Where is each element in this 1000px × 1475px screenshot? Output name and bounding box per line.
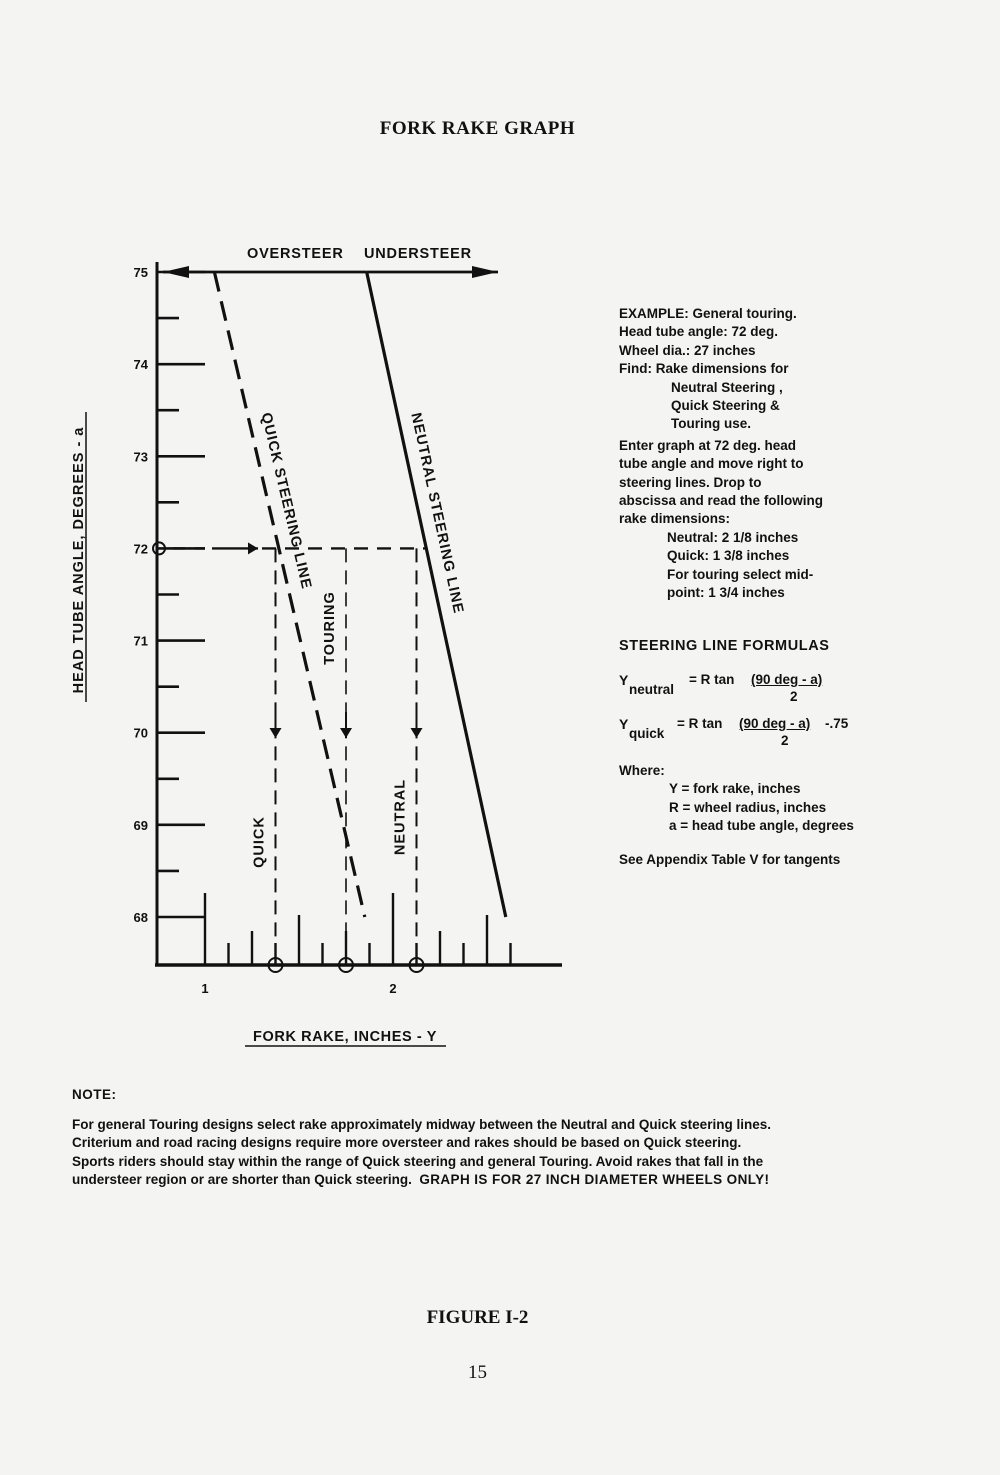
- formula-eq: = R tan: [677, 716, 723, 731]
- formula-y: Y: [619, 716, 629, 732]
- drop-label-quick: QUICK: [251, 816, 268, 868]
- x-tick-label: 2: [389, 981, 397, 996]
- y-tick-label: 71: [133, 633, 148, 649]
- formulas-panel: [619, 638, 949, 867]
- result-line: point: 1 3/4 inches: [667, 585, 785, 601]
- understeer-label: UNDERSTEER: [364, 246, 472, 262]
- where-item: Y = fork rake, inches: [669, 781, 801, 797]
- where-item: R = wheel radius, inches: [669, 799, 827, 815]
- find-item: Quick Steering &: [671, 398, 780, 414]
- result-line: Neutral: 2 1/8 inches: [667, 529, 799, 545]
- example-panel: [619, 305, 919, 603]
- drop-label-neutral: NEUTRAL: [392, 778, 409, 856]
- example-line: Find: Rake dimensions for: [619, 361, 789, 377]
- formula-subscript: neutral: [629, 682, 675, 697]
- x-axis-title: FORK RAKE, INCHES - Y: [253, 1029, 437, 1045]
- neutral-formula: [619, 672, 949, 708]
- procedure-line: abscissa and read the following: [619, 493, 824, 509]
- y-axis-title: HEAD TUBE ANGLE, DEGREES - a: [71, 426, 87, 694]
- note-text: For general Touring designs select rake approximately midway between the Neutral and Quick steering lines. Criterium and road racing designs require more oversteer and rakes should be based on Quick steering. Sports riders should stay within the range of Quick steering and general Touring. Avoid rakes that fall in the understeer region or are shorter than Quick steering.: [72, 1117, 771, 1188]
- y-tick-label: 69: [133, 817, 148, 833]
- result-line: Quick: 1 3/8 inches: [667, 548, 790, 564]
- find-item: Neutral Steering ,: [671, 379, 783, 395]
- y-tick-label: 68: [133, 910, 148, 925]
- y-tick-label: 75: [133, 265, 148, 280]
- formula-y: Y: [619, 672, 629, 688]
- formula-eq: = R tan: [689, 672, 735, 687]
- note-emphasis: GRAPH IS FOR 27 INCH DIAMETER WHEELS ONLY!: [419, 1172, 770, 1188]
- procedure-line: Enter graph at 72 deg. head: [619, 437, 797, 453]
- formula-tail: -.75: [825, 716, 849, 731]
- appendix-note: See Appendix Table V for tangents: [619, 851, 841, 867]
- where-label: Where:: [619, 763, 665, 778]
- example-line: Head tube angle: 72 deg.: [619, 324, 779, 340]
- find-item: Touring use.: [671, 416, 751, 432]
- procedure-line: steering lines. Drop to: [619, 474, 762, 490]
- quick-steering-line: [214, 272, 364, 917]
- page-number: 15: [468, 1362, 487, 1383]
- oversteer-label: OVERSTEER: [247, 246, 344, 262]
- quick-formula: [619, 716, 949, 752]
- quick-steering-line-label: QUICK STEERING LINE: [257, 411, 315, 592]
- neutral-steering-line-label: NEUTRAL STEERING LINE: [407, 411, 467, 616]
- drop-label-touring: TOURING: [322, 591, 338, 665]
- formula-numerator: (90 deg - a): [739, 716, 811, 731]
- note-heading: NOTE:: [72, 1087, 117, 1102]
- formula-denominator: 2: [790, 689, 798, 704]
- where-block: [619, 762, 949, 836]
- formulas-heading: STEERING LINE FORMULAS: [619, 638, 830, 654]
- formula-numerator: (90 deg - a): [751, 672, 823, 687]
- result-line: For touring select mid-: [667, 566, 814, 582]
- procedure-line: rake dimensions:: [619, 511, 731, 527]
- where-item: a = head tube angle, degrees: [669, 818, 854, 834]
- neutral-steering-line: [367, 272, 506, 917]
- formula-subscript: quick: [629, 726, 665, 741]
- x-tick-label: 1: [201, 981, 209, 996]
- y-tick-label: 73: [133, 449, 148, 465]
- procedure-line: tube angle and move right to: [619, 456, 804, 472]
- y-tick-label: 74: [133, 357, 148, 373]
- example-line: Wheel dia.: 27 inches: [619, 342, 756, 358]
- y-tick-label: 72: [133, 541, 148, 557]
- example-line: EXAMPLE: General touring.: [619, 306, 797, 321]
- page-title: FORK RAKE GRAPH: [379, 118, 576, 139]
- formula-denominator: 2: [781, 733, 789, 748]
- note-body: [72, 1116, 772, 1190]
- y-tick-label: 70: [133, 725, 148, 741]
- figure-label: FIGURE I-2: [426, 1307, 529, 1328]
